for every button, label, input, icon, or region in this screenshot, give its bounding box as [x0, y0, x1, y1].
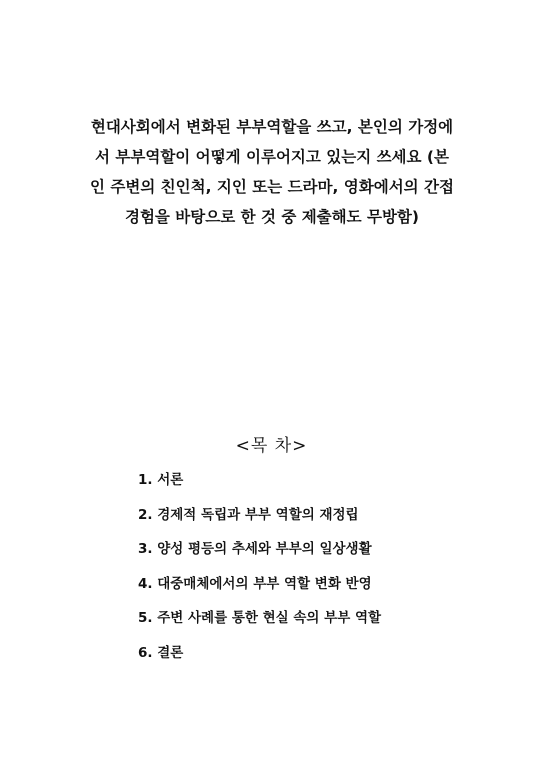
title-line: 서 부부역할이 어떻게 이루어지고 있는지 쓰세요 (본 [95, 148, 449, 166]
toc-item: 5. 주변 사례를 통한 현실 속의 부부 역할 [138, 610, 382, 627]
toc-item: 4. 대중매체에서의 부부 역할 변화 반영 [138, 575, 372, 592]
toc-item: 3. 양성 평등의 추세와 부부의 일상생활 [138, 541, 372, 558]
title-line: 경험을 바탕으로 한 것 중 제출해도 무방함) [124, 208, 419, 226]
document-title [60, 112, 484, 232]
title-line: 현대사회에서 변화된 부부역할을 쓰고, 본인의 가정에 [90, 118, 454, 136]
toc-item: 2. 경제적 독립과 부부 역할의 재정립 [138, 506, 359, 523]
toc-item: 1. 서론 [138, 472, 184, 488]
title-line: 인 주변의 친인척, 지인 또는 드라마, 영화에서의 간접 [90, 178, 454, 196]
table-of-contents [138, 468, 381, 676]
toc-heading: <목 차> [235, 436, 308, 456]
toc-item: 6. 결론 [138, 644, 184, 661]
